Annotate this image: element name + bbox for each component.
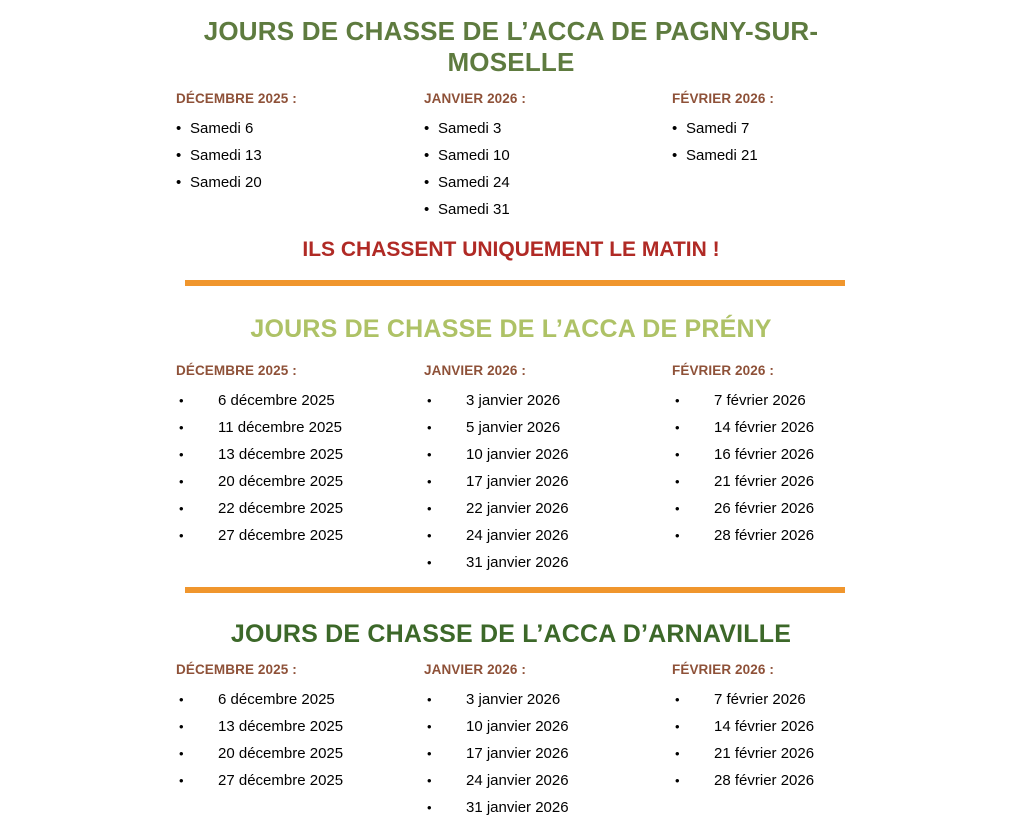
section-arnaville — [176, 593, 846, 821]
date-item — [176, 767, 424, 794]
bullet-icon: • — [424, 147, 430, 165]
date-text: 20 décembre 2025 — [218, 473, 344, 491]
date-item — [424, 794, 672, 821]
date-text: 17 janvier 2026 — [466, 745, 569, 763]
date-item — [424, 441, 672, 468]
bullet-icon: • — [427, 719, 432, 735]
date-item — [424, 169, 672, 196]
section-pagny — [176, 0, 846, 263]
date-list — [424, 387, 672, 576]
date-text: 6 décembre 2025 — [218, 691, 335, 709]
date-text: 13 décembre 2025 — [218, 718, 344, 736]
date-item — [176, 686, 424, 713]
date-text: Samedi 24 — [438, 174, 510, 192]
month-column — [672, 661, 920, 794]
date-text: 21 février 2026 — [714, 745, 815, 763]
bullet-icon: • — [179, 746, 184, 762]
date-text: 27 décembre 2025 — [218, 772, 344, 790]
bullet-icon: • — [675, 474, 680, 490]
date-item — [672, 522, 920, 549]
date-text: Samedi 10 — [438, 147, 510, 165]
bullet-icon: • — [675, 447, 680, 463]
bullet-icon: • — [427, 474, 432, 490]
date-text: Samedi 7 — [686, 120, 750, 138]
bullet-icon: • — [176, 120, 182, 138]
date-item — [176, 713, 424, 740]
date-item — [672, 740, 920, 767]
date-item — [176, 522, 424, 549]
date-item — [672, 441, 920, 468]
date-text: 20 décembre 2025 — [218, 745, 344, 763]
date-item — [424, 767, 672, 794]
bullet-icon: • — [427, 528, 432, 544]
month-columns-arnaville — [176, 661, 846, 821]
date-list — [176, 115, 424, 196]
date-text: Samedi 21 — [686, 147, 758, 165]
date-item — [176, 441, 424, 468]
bullet-icon: • — [427, 746, 432, 762]
date-item — [424, 522, 672, 549]
month-column — [424, 362, 672, 576]
month-columns-pagny — [176, 90, 846, 223]
date-text: 26 février 2026 — [714, 500, 815, 518]
month-header: JANVIER 2026 : — [424, 91, 526, 107]
date-text: 7 février 2026 — [714, 691, 806, 709]
date-text: 22 décembre 2025 — [218, 500, 344, 518]
month-columns-preny — [176, 362, 846, 576]
date-item — [424, 468, 672, 495]
date-item — [176, 387, 424, 414]
date-list — [672, 387, 920, 549]
bullet-icon: • — [427, 501, 432, 517]
bullet-icon: • — [179, 420, 184, 436]
date-text: Samedi 31 — [438, 201, 510, 219]
date-list — [672, 115, 920, 169]
bullet-icon: • — [179, 528, 184, 544]
date-text: 21 février 2026 — [714, 473, 815, 491]
bullet-icon: • — [672, 120, 678, 138]
bullet-icon: • — [675, 420, 680, 436]
date-item — [176, 169, 424, 196]
bullet-icon: • — [675, 528, 680, 544]
bullet-icon: • — [179, 501, 184, 517]
date-item — [424, 115, 672, 142]
date-item — [424, 414, 672, 441]
date-text: 24 janvier 2026 — [466, 772, 569, 790]
date-text: 13 décembre 2025 — [218, 446, 344, 464]
section-title-arnaville: JOURS DE CHASSE DE L’ACCA D’ARNAVILLE — [230, 620, 792, 649]
date-text: 7 février 2026 — [714, 392, 806, 410]
month-column — [176, 661, 424, 794]
date-item — [672, 713, 920, 740]
date-text: 22 janvier 2026 — [466, 500, 569, 518]
date-item — [176, 495, 424, 522]
date-item — [176, 115, 424, 142]
document-content — [176, 0, 846, 821]
date-item — [424, 713, 672, 740]
date-text: 5 janvier 2026 — [466, 419, 561, 437]
bullet-icon: • — [427, 555, 432, 571]
date-item — [672, 686, 920, 713]
date-item — [176, 142, 424, 169]
month-column — [672, 90, 920, 169]
bullet-icon: • — [675, 501, 680, 517]
month-column — [672, 362, 920, 549]
date-text: 10 janvier 2026 — [466, 718, 569, 736]
month-column — [424, 90, 672, 223]
date-text: 14 février 2026 — [714, 718, 815, 736]
date-item — [424, 196, 672, 223]
date-item — [672, 468, 920, 495]
date-text: 3 janvier 2026 — [466, 691, 561, 709]
date-item — [672, 142, 920, 169]
bullet-icon: • — [427, 692, 432, 708]
bullet-icon: • — [179, 447, 184, 463]
date-list — [672, 686, 920, 794]
bullet-icon: • — [675, 692, 680, 708]
date-text: Samedi 6 — [190, 120, 254, 138]
date-item — [176, 468, 424, 495]
date-item — [424, 549, 672, 576]
date-text: 10 janvier 2026 — [466, 446, 569, 464]
section-title-pagny: JOURS DE CHASSE DE L’ACCA DE PAGNY-SUR-MOSELLE — [203, 16, 819, 78]
month-header: DÉCEMBRE 2025 : — [176, 91, 297, 107]
bullet-icon: • — [675, 719, 680, 735]
bullet-icon: • — [179, 474, 184, 490]
bullet-icon: • — [176, 147, 182, 165]
month-header: DÉCEMBRE 2025 : — [176, 662, 297, 678]
bullet-icon: • — [176, 174, 182, 192]
date-text: Samedi 13 — [190, 147, 262, 165]
bullet-icon: • — [424, 174, 430, 192]
bullet-icon: • — [427, 420, 432, 436]
date-item — [424, 740, 672, 767]
date-item — [176, 414, 424, 441]
month-column — [176, 362, 424, 549]
date-text: 14 février 2026 — [714, 419, 815, 437]
section-preny — [176, 286, 846, 576]
month-header: FÉVRIER 2026 : — [672, 662, 774, 678]
date-item — [424, 142, 672, 169]
date-text: 16 février 2026 — [714, 446, 815, 464]
date-text: Samedi 20 — [190, 174, 262, 192]
date-item — [672, 387, 920, 414]
month-column — [424, 661, 672, 821]
date-text: 31 janvier 2026 — [466, 799, 569, 817]
date-item — [176, 740, 424, 767]
date-text: 6 décembre 2025 — [218, 392, 335, 410]
bullet-icon: • — [179, 393, 184, 409]
morning-only-note: ILS CHASSENT UNIQUEMENT LE MATIN ! — [302, 238, 720, 262]
date-item — [424, 686, 672, 713]
date-text: 31 janvier 2026 — [466, 554, 569, 572]
date-item — [424, 387, 672, 414]
date-list — [424, 686, 672, 821]
date-item — [672, 115, 920, 142]
date-text: 24 janvier 2026 — [466, 527, 569, 545]
month-header: FÉVRIER 2026 : — [672, 363, 774, 379]
bullet-icon: • — [672, 147, 678, 165]
date-text: 11 décembre 2025 — [218, 419, 342, 437]
date-text: 28 février 2026 — [714, 772, 815, 790]
month-header: FÉVRIER 2026 : — [672, 91, 774, 107]
bullet-icon: • — [179, 692, 184, 708]
bullet-icon: • — [424, 120, 430, 138]
bullet-icon: • — [179, 719, 184, 735]
date-text: 17 janvier 2026 — [466, 473, 569, 491]
bullet-icon: • — [427, 447, 432, 463]
bullet-icon: • — [179, 773, 184, 789]
date-item — [672, 767, 920, 794]
bullet-icon: • — [675, 773, 680, 789]
month-header: JANVIER 2026 : — [424, 662, 526, 678]
bullet-icon: • — [427, 393, 432, 409]
date-item — [424, 495, 672, 522]
date-text: 27 décembre 2025 — [218, 527, 344, 545]
month-header: JANVIER 2026 : — [424, 363, 526, 379]
month-column — [176, 90, 424, 196]
date-text: 28 février 2026 — [714, 527, 815, 545]
section-title-preny: JOURS DE CHASSE DE L’ACCA DE PRÉNY — [250, 315, 772, 344]
date-text: Samedi 3 — [438, 120, 502, 138]
date-text: 3 janvier 2026 — [466, 392, 561, 410]
date-list — [176, 387, 424, 549]
bullet-icon: • — [675, 746, 680, 762]
date-item — [672, 495, 920, 522]
bullet-icon: • — [424, 201, 430, 219]
date-item — [672, 414, 920, 441]
date-list — [176, 686, 424, 794]
bullet-icon: • — [675, 393, 680, 409]
month-header: DÉCEMBRE 2025 : — [176, 363, 297, 379]
bullet-icon: • — [427, 773, 432, 789]
bullet-icon: • — [427, 800, 432, 816]
date-list — [424, 115, 672, 223]
